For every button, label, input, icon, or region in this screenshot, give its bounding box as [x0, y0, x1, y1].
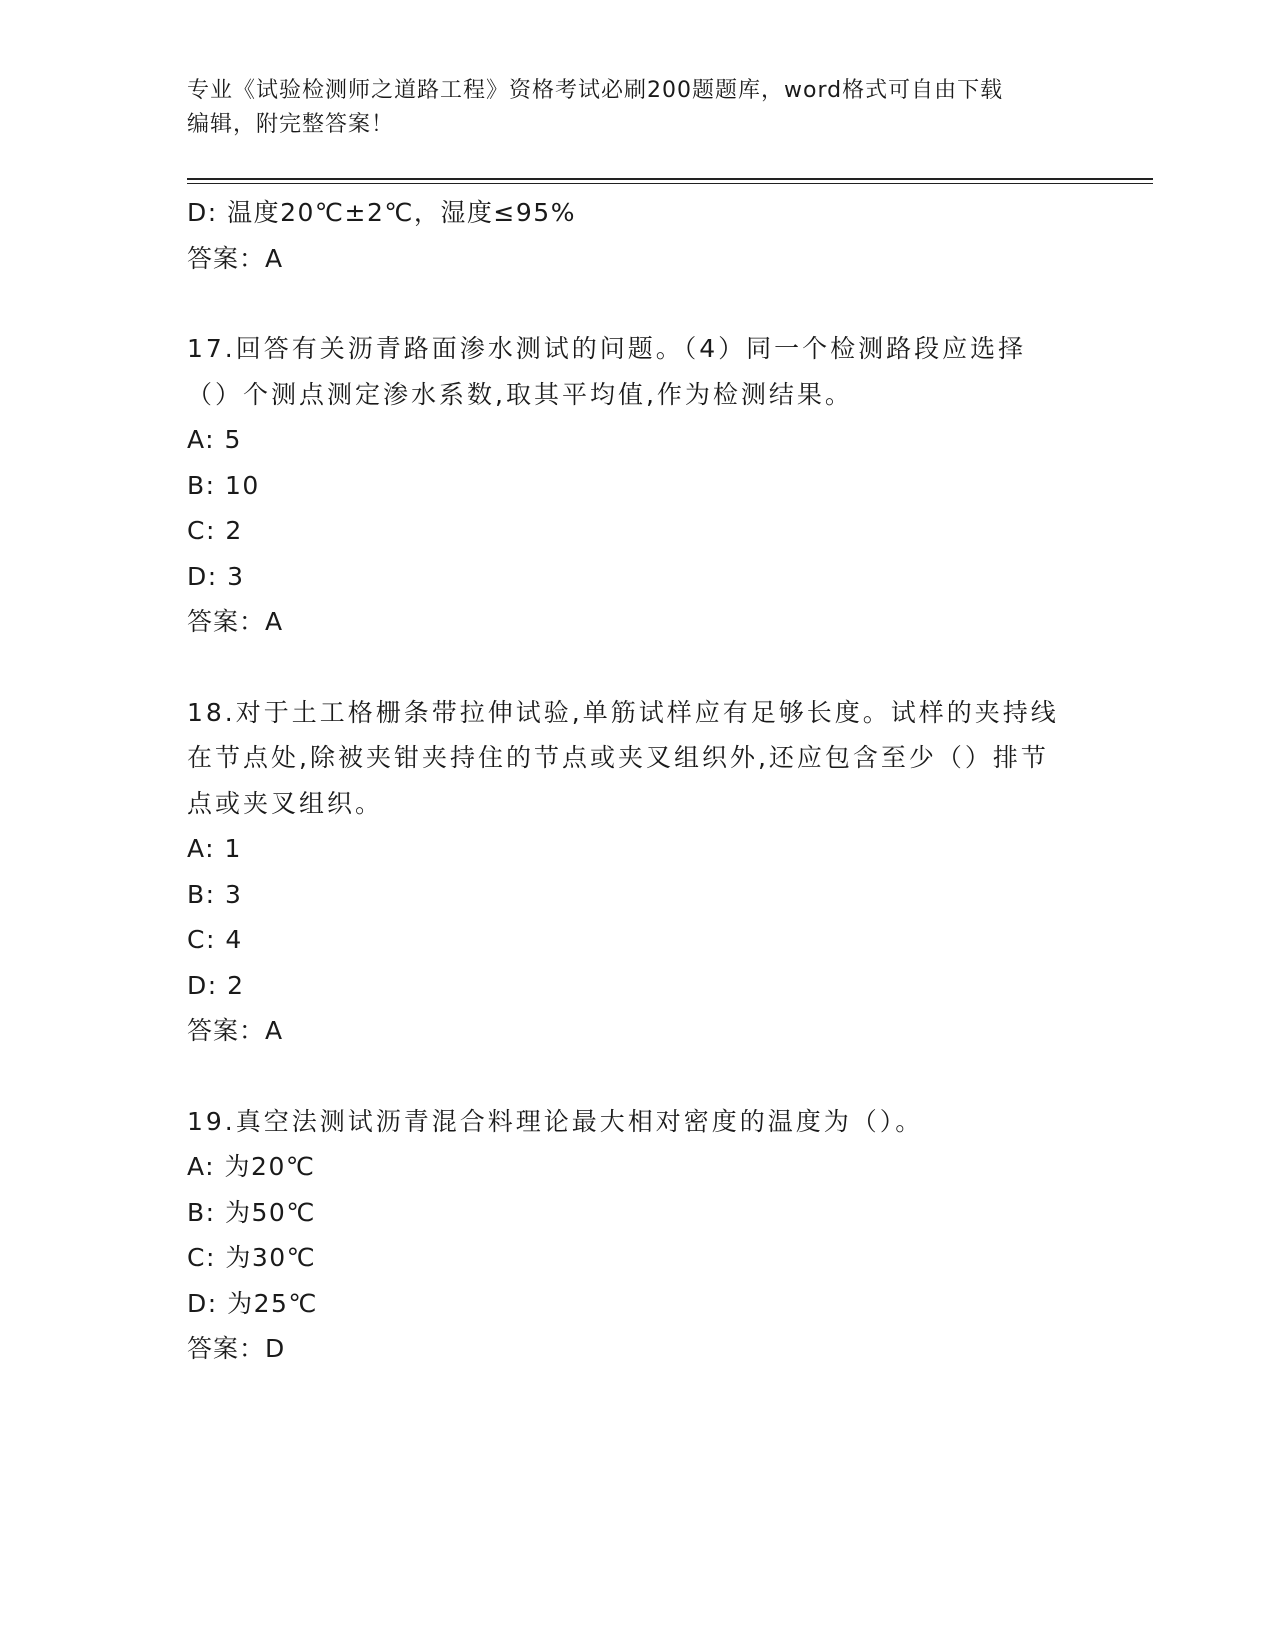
- question-18: [187, 690, 1067, 1054]
- header-line-1: 专业《试验检测师之道路工程》资格考试必刷200题题库，word格式可自由下载: [187, 78, 1004, 103]
- option-d: D: 为25℃: [187, 1288, 319, 1318]
- header-line-2: 编辑，附完整答案！: [187, 112, 395, 137]
- question-body: 真空法测试沥青混合料理论最大相对密度的温度为（）。: [235, 1106, 924, 1136]
- question-number: 19.: [187, 1106, 236, 1136]
- question-body: 对于土工格栅条带拉伸试验,单筋试样应有足够长度。试样的夹持线在节点处,除被夹钳夹持住的节点或夹叉组织外,还应包含至少（）排节点或夹叉组织。: [187, 697, 1059, 818]
- spacer: [187, 281, 1067, 326]
- prev-answer: 答案：A: [187, 243, 284, 273]
- option-b: B: 10: [187, 470, 260, 500]
- page-header: [187, 74, 1087, 142]
- answer: 答案：A: [187, 607, 284, 636]
- prev-option-d: D: 温度20℃±2℃，湿度≤95%: [187, 198, 576, 227]
- question-19: [187, 1099, 1067, 1372]
- option-c: C: 为30℃: [187, 1243, 317, 1272]
- option-a: A: 1: [187, 834, 242, 863]
- spacer: [187, 645, 1067, 690]
- option-b: B: 为50℃: [187, 1197, 316, 1227]
- option-b: B: 3: [187, 879, 243, 909]
- option-a: A: 5: [187, 425, 242, 454]
- option-d: D: 2: [187, 970, 245, 1000]
- question-number: 17.: [187, 334, 236, 363]
- header-divider-thick: [187, 178, 1153, 180]
- option-c: C: 4: [187, 925, 243, 954]
- question-text: [187, 326, 1067, 417]
- question-number: 18.: [187, 697, 236, 727]
- spacer: [187, 1054, 1067, 1099]
- question-text: [187, 1099, 1067, 1145]
- page-content: [187, 190, 1067, 1372]
- option-c: C: 2: [187, 516, 243, 545]
- header-divider-thin: [187, 183, 1153, 184]
- option-d: D: 3: [187, 561, 245, 591]
- option-a: A: 为20℃: [187, 1152, 316, 1181]
- answer: 答案：D: [187, 1334, 286, 1363]
- question-17: [187, 326, 1067, 645]
- question-body: 回答有关沥青路面渗水测试的问题。（4）同一个检测路段应选择（）个测点测定渗水系数,取其平均值,作为检测结果。: [187, 334, 1027, 409]
- question-text: [187, 690, 1067, 827]
- answer: 答案：A: [187, 1016, 284, 1045]
